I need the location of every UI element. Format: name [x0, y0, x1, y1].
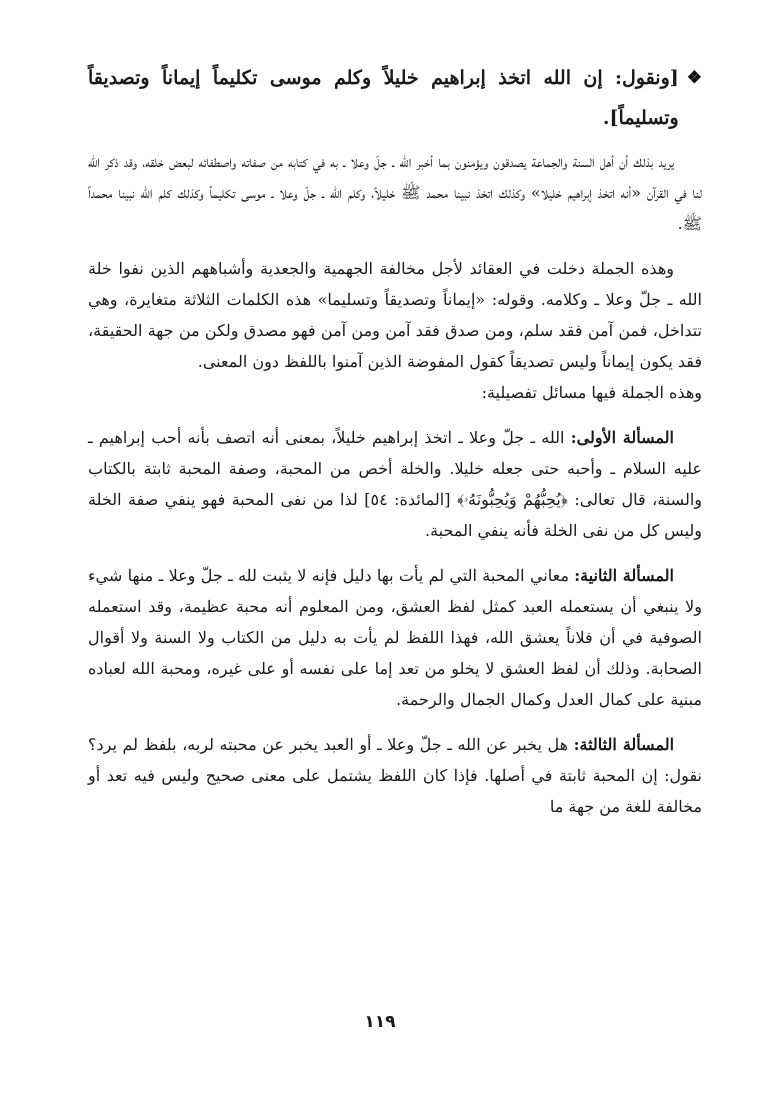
diamond-bullet-icon: ❖	[686, 68, 702, 88]
page-body	[88, 58, 702, 1113]
page-number: ١١٩	[364, 1012, 396, 1032]
paragraph-intro: يريد بذلك أن أهل السنة والجماعة يصدقون ويؤمنون بما أخبر الله ـ جلّ وعلا ـ به في كتابه من صفاته واصطفائه لبعض خلقه، وقد ذكر الله لنا في القرآن «أنه اتخذ إبراهيم خليلا» وكذلك اتخذ نبينا محمد ﷺ خليلاً، وكلم الله ـ جلّ وعلا ـ موسى تكليماً وكذلك كلم الله نبينا محمداً ﷺ.	[88, 152, 702, 233]
issue-1-text: الله ـ جلّ وعلا ـ اتخذ إبراهيم خليلاً، بمعنى أنه اتصف بأنه أحب إبراهيم ـ عليه السلام ـ وأحبه حتى جعله خليلا. والخلة أخص من المحبة، وصفة المحبة ثابتة بالكتاب والسنة، قال تعالى: ﴿يُحِبُّهُمْ وَيُحِبُّونَهُۥ﴾ [المائدة: ٥٤] لذا من نفى المحبة فهو ينفي صفة الخلة وليس كل من نفى الخلة فأنه ينفي المحبة.	[88, 428, 702, 540]
issue-3-label: المسألة الثالثة:	[573, 735, 675, 754]
paragraph-issue-3	[88, 729, 702, 822]
issue-2-label: المسألة الثانية:	[574, 566, 675, 585]
issue-2-text: معاني المحبة التي لم يأت بها دليل فإنه لا يثبت لله ـ جلّ وعلا ـ منها شيء ولا ينبغي أن يستعمله العبد كمثل لفظ العشق، ومن المعلوم أنه محبة عظيمة، وقد استعمله الصوفية في أن فلاناً يعشق الله، فهذا اللفظ لم يأت به دليل من الكتاب ولا السنة ولا أقوال الصحابة. وذلك أن لفظ العشق لا يخلو من تعد إما على نفسه أو على غيره، ومحبة الله لعباده مبنية على كمال العدل وكمال الجمال والرحمة.	[88, 566, 702, 709]
issue-3-text: هل يخبر عن الله ـ جلّ وعلا ـ أو العبد يخبر عن محبته لربه، بلفظ لم يرد؟ نقول: إن المحبة ثابتة في أصلها. فإذا كان اللفظ يشتمل على معنى صحيح وليس فيه تعد أو مخالفة للغة من جهة ما	[88, 735, 702, 816]
issue-1-label: المسألة الأولى:	[570, 428, 674, 447]
paragraph-sects: وهذه الجملة دخلت في العقائد لأجل مخالفة الجهمية والجعدية وأشباههم الذين نفوا خلة الله ـ جلّ وعلا ـ وكلامه. وقوله: «إيماناً وتصديقاً وتسليما» هذه الكلمات الثلاثة متغايرة، وهي تتداخل، فمن آمن فقد سلم، ومن صدق فقد آمن ومن آمن فهو مصدق ولكن من جهة الحقيقة، فقد يكون إيماناً وليس تصديقاً كقول المفوضة الذين آمنوا باللفظ دون المعنى.	[88, 259, 702, 371]
paragraph-issue-1	[88, 422, 702, 546]
paragraph-issues-intro: وهذه الجملة فيها مسائل تفصيلية:	[481, 383, 702, 402]
section-heading-text: [ونقول: إن الله اتخذ إبراهيم خليلاً وكلم موسى تكليماً إيماناً وتصديقاً وتسليماً].	[88, 67, 679, 129]
section-heading	[88, 58, 702, 138]
paragraph-issue-2	[88, 560, 702, 715]
